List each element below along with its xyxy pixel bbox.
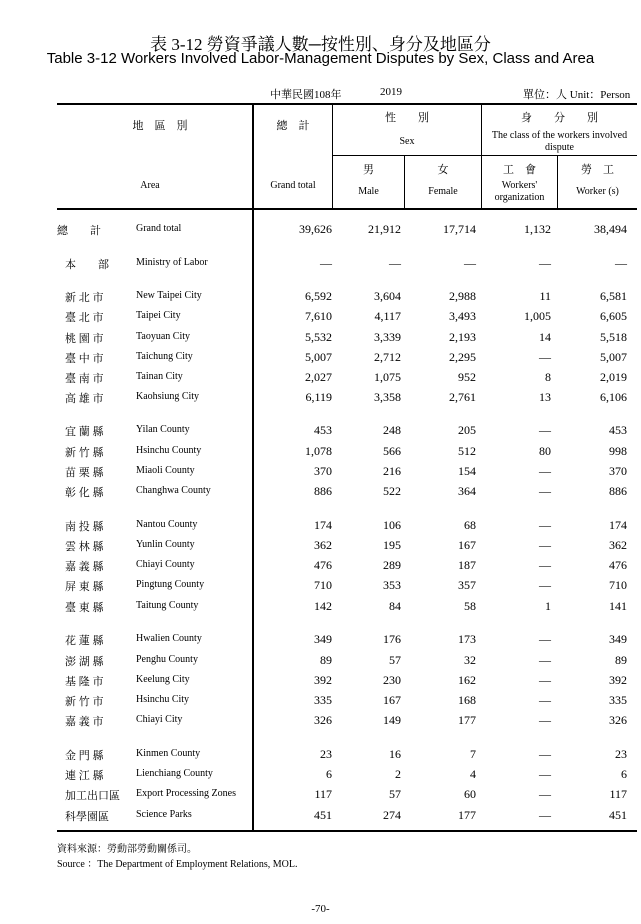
row-male-value: 522 bbox=[383, 484, 401, 498]
row-female-value: 2,988 bbox=[449, 289, 476, 303]
row-org-value: 1,132 bbox=[524, 222, 551, 236]
row-total-value: 6,119 bbox=[305, 390, 332, 404]
row-org-value: — bbox=[539, 558, 551, 572]
header-org-en: Workers' organization bbox=[494, 180, 545, 203]
row-area-en: Hwalien County bbox=[136, 633, 202, 644]
row-worker-value: 2,019 bbox=[600, 370, 627, 384]
row-female-value: 357 bbox=[458, 578, 476, 592]
row-area-en: New Taipei City bbox=[136, 290, 202, 301]
header-bottom-rule bbox=[57, 208, 637, 210]
row-total-value: — bbox=[320, 256, 332, 270]
header-male-zh: 男 bbox=[363, 164, 374, 176]
row-worker-value: 476 bbox=[609, 558, 627, 572]
row-org-value: — bbox=[539, 787, 551, 801]
row-area-zh: 嘉 義 市 bbox=[65, 716, 104, 728]
year: 2019 bbox=[380, 86, 402, 98]
row-total-value: 174 bbox=[314, 518, 332, 532]
row-total-value: 392 bbox=[314, 673, 332, 687]
table-title-zh: 表 3-12 勞資爭議人數─按性別、身分及地區分 bbox=[150, 35, 491, 54]
row-org-value: — bbox=[539, 350, 551, 364]
row-org-value: — bbox=[539, 693, 551, 707]
page-number: -70- bbox=[311, 903, 330, 915]
row-female-value: 7 bbox=[470, 747, 476, 761]
header-male-en: Male bbox=[358, 186, 379, 197]
row-female-value: 2,193 bbox=[449, 330, 476, 344]
row-area-en: Taoyuan City bbox=[136, 331, 191, 342]
header-area-en: Area bbox=[140, 180, 160, 191]
row-worker-value: 141 bbox=[609, 599, 627, 613]
row-total-value: 1,078 bbox=[305, 444, 332, 458]
row-worker-value: 5,007 bbox=[600, 350, 627, 364]
row-worker-value: 23 bbox=[615, 747, 627, 761]
row-area-en: Export Processing Zones bbox=[136, 788, 236, 799]
row-male-value: 2,712 bbox=[374, 350, 401, 364]
row-org-value: — bbox=[539, 518, 551, 532]
row-total-value: 349 bbox=[314, 632, 332, 646]
row-female-value: 364 bbox=[458, 484, 476, 498]
row-area-zh: 新 北 市 bbox=[65, 292, 104, 304]
row-area-en: Grand total bbox=[136, 223, 182, 234]
row-org-value: 14 bbox=[539, 330, 551, 344]
row-male-value: 566 bbox=[383, 444, 401, 458]
row-org-value: 1 bbox=[545, 599, 551, 613]
sub-header-rule bbox=[333, 155, 637, 156]
row-area-zh: 雲 林 縣 bbox=[65, 541, 104, 553]
col-rule-area bbox=[252, 104, 254, 831]
row-org-value: — bbox=[539, 673, 551, 687]
row-org-value: — bbox=[539, 256, 551, 270]
row-org-value: — bbox=[539, 767, 551, 781]
row-org-value: 11 bbox=[539, 289, 551, 303]
row-male-value: 3,358 bbox=[374, 390, 401, 404]
row-male-value: 195 bbox=[383, 538, 401, 552]
table-title-en: Table 3-12 Workers Involved Labor-Management Disputes by Sex, Class and Area bbox=[46, 50, 595, 67]
header-female-zh: 女 bbox=[437, 164, 449, 176]
row-area-zh: 新 竹 縣 bbox=[65, 447, 104, 459]
row-area-en: Kaohsiung City bbox=[136, 391, 200, 402]
row-worker-value: 38,494 bbox=[594, 222, 627, 236]
row-worker-value: 451 bbox=[609, 808, 627, 822]
row-area-zh: 彰 化 縣 bbox=[65, 487, 104, 499]
row-worker-value: 335 bbox=[609, 693, 627, 707]
row-area-zh: 新 竹 市 bbox=[65, 696, 104, 708]
row-org-value: — bbox=[539, 653, 551, 667]
row-org-value: 8 bbox=[545, 370, 551, 384]
row-total-value: 117 bbox=[314, 787, 332, 801]
row-male-value: 4,117 bbox=[374, 309, 401, 323]
row-total-value: 886 bbox=[314, 484, 332, 498]
row-area-zh: 科學園區 bbox=[65, 811, 109, 823]
header-sex-zh: 性 別 bbox=[385, 112, 429, 124]
row-org-value: — bbox=[539, 464, 551, 478]
row-female-value: 173 bbox=[458, 632, 476, 646]
row-female-value: 2,295 bbox=[449, 350, 476, 364]
row-area-zh: 基 隆 市 bbox=[65, 676, 104, 688]
row-total-value: 7,610 bbox=[305, 309, 332, 323]
row-org-value: — bbox=[539, 713, 551, 727]
row-area-en: Chiayi City bbox=[136, 714, 183, 725]
row-male-value: 248 bbox=[383, 423, 401, 437]
row-worker-value: 89 bbox=[615, 653, 627, 667]
row-total-value: 142 bbox=[314, 599, 332, 613]
row-area-zh: 本 部 bbox=[65, 259, 109, 271]
row-area-zh: 苗 栗 縣 bbox=[65, 467, 104, 479]
row-total-value: 451 bbox=[314, 808, 332, 822]
row-male-value: — bbox=[389, 256, 401, 270]
row-area-zh: 桃 園 市 bbox=[65, 333, 104, 345]
row-org-value: — bbox=[539, 808, 551, 822]
unit-label: 單位：人 Unit：Person bbox=[523, 89, 631, 101]
row-area-zh: 總 計 bbox=[57, 225, 101, 237]
row-female-value: 60 bbox=[464, 787, 476, 801]
row-total-value: 362 bbox=[314, 538, 332, 552]
header-sex-en: Sex bbox=[399, 136, 415, 147]
row-worker-value: 349 bbox=[609, 632, 627, 646]
row-total-value: 5,532 bbox=[305, 330, 332, 344]
row-total-value: 39,626 bbox=[299, 222, 332, 236]
row-worker-value: 6,106 bbox=[600, 390, 627, 404]
table-bottom-rule bbox=[57, 830, 637, 832]
header-worker-zh: 勞 工 bbox=[581, 164, 614, 176]
row-total-value: 335 bbox=[314, 693, 332, 707]
row-male-value: 16 bbox=[389, 747, 401, 761]
row-female-value: 2,761 bbox=[449, 390, 476, 404]
row-worker-value: 117 bbox=[609, 787, 627, 801]
year-roc: 中華民國108年 bbox=[270, 89, 342, 101]
row-total-value: 370 bbox=[314, 464, 332, 478]
row-area-en: Science Parks bbox=[136, 809, 192, 820]
row-total-value: 6 bbox=[326, 767, 332, 781]
row-female-value: 512 bbox=[458, 444, 476, 458]
row-area-en: Ministry of Labor bbox=[136, 257, 208, 268]
row-area-en: Miaoli County bbox=[136, 465, 195, 476]
row-male-value: 274 bbox=[383, 808, 401, 822]
header-class-en: The class of the workers involved dispute bbox=[491, 130, 628, 153]
row-total-value: 5,007 bbox=[305, 350, 332, 364]
row-total-value: 6,592 bbox=[305, 289, 332, 303]
header-area-zh: 地 區 別 bbox=[132, 120, 188, 132]
row-area-en: Taichung City bbox=[136, 351, 193, 362]
row-worker-value: 710 bbox=[609, 578, 627, 592]
row-male-value: 1,075 bbox=[374, 370, 401, 384]
row-female-value: 177 bbox=[458, 713, 476, 727]
row-area-zh: 臺 東 縣 bbox=[65, 602, 104, 614]
row-female-value: 4 bbox=[470, 767, 476, 781]
row-female-value: 32 bbox=[464, 653, 476, 667]
row-female-value: 58 bbox=[464, 599, 476, 613]
row-worker-value: 6,581 bbox=[600, 289, 627, 303]
row-area-zh: 花 蓮 縣 bbox=[65, 635, 104, 647]
row-male-value: 230 bbox=[383, 673, 401, 687]
row-worker-value: — bbox=[615, 256, 627, 270]
row-female-value: 952 bbox=[458, 370, 476, 384]
row-total-value: 2,027 bbox=[305, 370, 332, 384]
row-worker-value: 6 bbox=[621, 767, 627, 781]
header-female-en: Female bbox=[428, 186, 458, 197]
row-male-value: 216 bbox=[383, 464, 401, 478]
header-class-zh: 身 分 別 bbox=[521, 112, 598, 124]
row-male-value: 3,339 bbox=[374, 330, 401, 344]
row-org-value: 80 bbox=[539, 444, 551, 458]
row-worker-value: 174 bbox=[609, 518, 627, 532]
row-area-en: Hsinchu County bbox=[136, 445, 202, 456]
row-male-value: 57 bbox=[389, 653, 401, 667]
table-top-rule bbox=[57, 103, 637, 105]
row-area-zh: 臺 中 市 bbox=[65, 353, 104, 365]
row-total-value: 23 bbox=[320, 747, 332, 761]
row-area-zh: 高 雄 市 bbox=[65, 393, 104, 405]
row-area-zh: 臺 南 市 bbox=[65, 373, 104, 385]
row-area-en: Yunlin County bbox=[136, 539, 195, 550]
header-total-zh: 總 計 bbox=[276, 120, 310, 132]
row-female-value: 168 bbox=[458, 693, 476, 707]
row-male-value: 353 bbox=[383, 578, 401, 592]
row-area-en: Changhwa County bbox=[136, 485, 211, 496]
row-org-value: — bbox=[539, 423, 551, 437]
row-female-value: 68 bbox=[464, 518, 476, 532]
row-area-zh: 臺 北 市 bbox=[65, 312, 104, 324]
row-total-value: 710 bbox=[314, 578, 332, 592]
row-male-value: 3,604 bbox=[374, 289, 401, 303]
row-area-en: Keelung City bbox=[136, 674, 190, 685]
row-area-zh: 宜 蘭 縣 bbox=[65, 426, 104, 438]
row-female-value: 187 bbox=[458, 558, 476, 572]
row-area-en: Taitung County bbox=[136, 600, 199, 611]
source-note-en: Source ：The Department of Employment Relations, MOL. bbox=[57, 859, 298, 870]
row-female-value: 177 bbox=[458, 808, 476, 822]
row-worker-value: 362 bbox=[609, 538, 627, 552]
row-area-zh: 澎 湖 縣 bbox=[65, 656, 104, 668]
row-area-zh: 南 投 縣 bbox=[65, 521, 104, 533]
row-male-value: 84 bbox=[389, 599, 401, 613]
row-female-value: 162 bbox=[458, 673, 476, 687]
row-total-value: 453 bbox=[314, 423, 332, 437]
row-area-en: Lienchiang County bbox=[136, 768, 213, 779]
row-worker-value: 392 bbox=[609, 673, 627, 687]
header-worker-en: Worker (s) bbox=[576, 186, 619, 197]
row-org-value: — bbox=[539, 538, 551, 552]
row-area-zh: 金 門 縣 bbox=[65, 750, 104, 762]
row-worker-value: 6,605 bbox=[600, 309, 627, 323]
row-female-value: 3,493 bbox=[449, 309, 476, 323]
row-org-value: — bbox=[539, 578, 551, 592]
row-org-value: — bbox=[539, 632, 551, 646]
row-area-en: Pingtung County bbox=[136, 579, 205, 590]
row-worker-value: 453 bbox=[609, 423, 627, 437]
row-worker-value: 326 bbox=[609, 713, 627, 727]
row-female-value: 17,714 bbox=[443, 222, 476, 236]
row-area-en: Kinmen County bbox=[136, 748, 201, 759]
row-area-en: Chiayi County bbox=[136, 559, 195, 570]
row-area-zh: 嘉 義 縣 bbox=[65, 561, 104, 573]
row-male-value: 2 bbox=[395, 767, 401, 781]
row-female-value: 154 bbox=[458, 464, 476, 478]
row-area-en: Taipei City bbox=[136, 310, 181, 321]
row-area-en: Nantou County bbox=[136, 519, 198, 530]
row-male-value: 149 bbox=[383, 713, 401, 727]
row-area-zh: 連 江 縣 bbox=[65, 770, 104, 782]
row-worker-value: 886 bbox=[609, 484, 627, 498]
row-total-value: 476 bbox=[314, 558, 332, 572]
row-male-value: 167 bbox=[383, 693, 401, 707]
row-area-zh: 屏 東 縣 bbox=[65, 581, 104, 593]
row-worker-value: 998 bbox=[609, 444, 627, 458]
row-worker-value: 5,518 bbox=[600, 330, 627, 344]
row-total-value: 326 bbox=[314, 713, 332, 727]
row-male-value: 57 bbox=[389, 787, 401, 801]
row-org-value: — bbox=[539, 747, 551, 761]
source-note-zh: 資料來源：勞動部勞動關係司。 bbox=[57, 844, 197, 855]
header-org-zh: 工 會 bbox=[503, 164, 536, 176]
row-male-value: 176 bbox=[383, 632, 401, 646]
header-total-en: Grand total bbox=[270, 180, 316, 191]
row-total-value: 89 bbox=[320, 653, 332, 667]
row-area-en: Hsinchu City bbox=[136, 694, 190, 705]
row-female-value: 205 bbox=[458, 423, 476, 437]
row-female-value: — bbox=[464, 256, 476, 270]
row-male-value: 21,912 bbox=[368, 222, 401, 236]
row-male-value: 289 bbox=[383, 558, 401, 572]
row-org-value: 1,005 bbox=[524, 309, 551, 323]
row-org-value: 13 bbox=[539, 390, 551, 404]
row-area-zh: 加工出口區 bbox=[65, 790, 120, 802]
row-area-en: Penghu County bbox=[136, 654, 198, 665]
row-area-en: Tainan City bbox=[136, 371, 183, 382]
row-area-en: Yilan County bbox=[136, 424, 190, 435]
row-org-value: — bbox=[539, 484, 551, 498]
row-worker-value: 370 bbox=[609, 464, 627, 478]
row-male-value: 106 bbox=[383, 518, 401, 532]
row-female-value: 167 bbox=[458, 538, 476, 552]
